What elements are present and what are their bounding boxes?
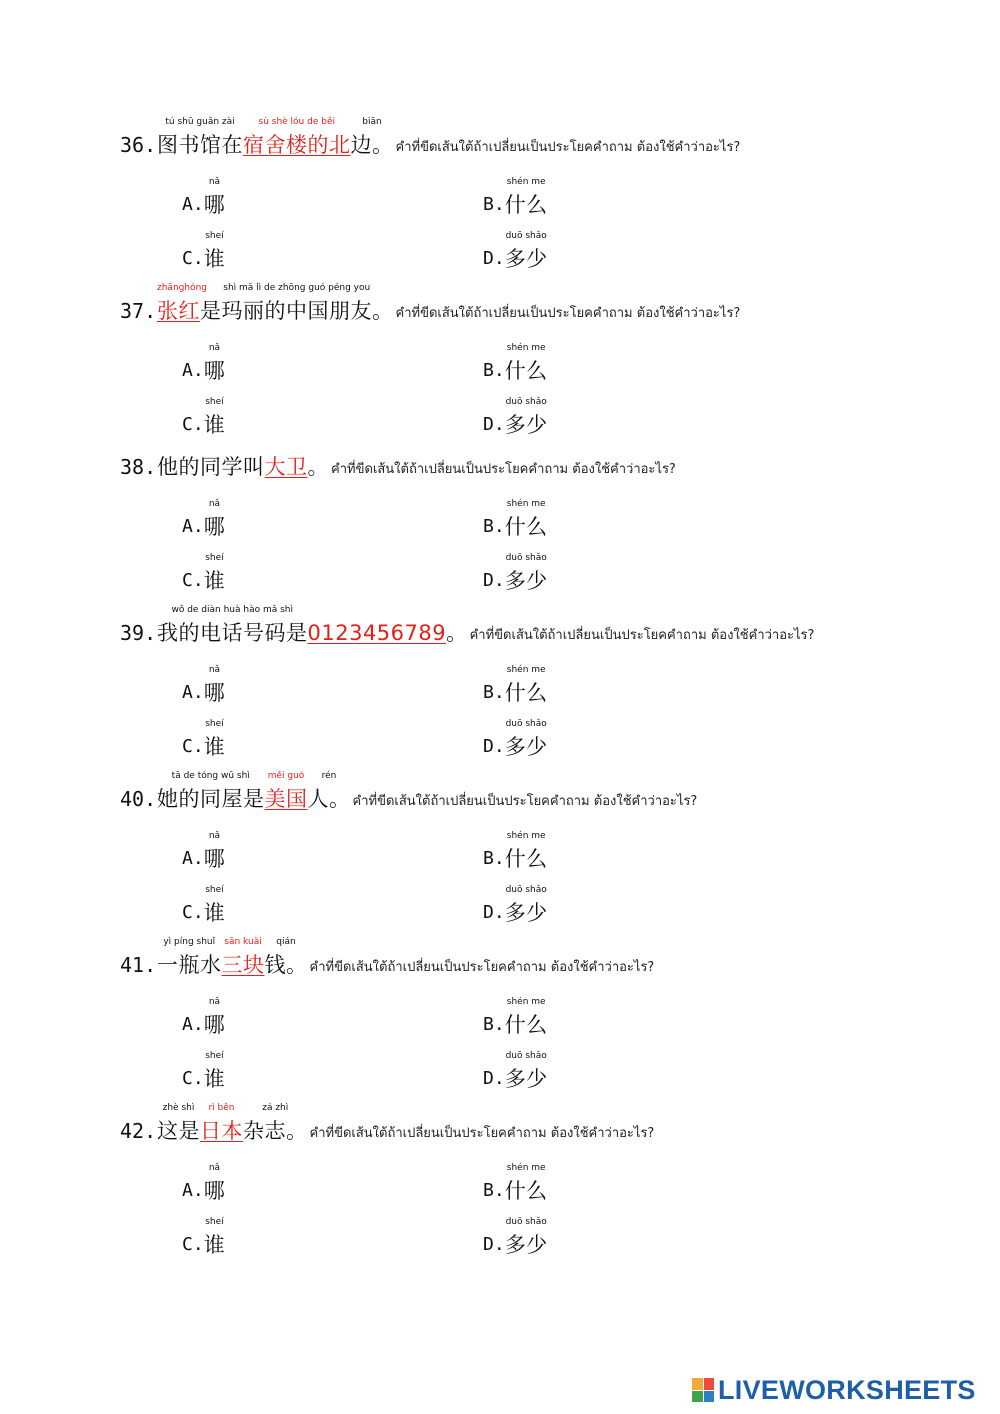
option-letter: C.	[182, 248, 204, 269]
question-40	[120, 771, 980, 811]
option-word	[203, 177, 226, 217]
logo-tile	[704, 1391, 715, 1403]
option-d[interactable]	[483, 231, 548, 271]
question-sentence	[157, 455, 676, 481]
option-word	[504, 719, 548, 759]
question-number: 36.	[120, 133, 157, 157]
pinyin-annotation: duō shǎo	[505, 397, 547, 407]
option-letter: C.	[182, 414, 204, 435]
pinyin-annotation: sù shè lóu de běi	[258, 117, 335, 127]
hanzi-text: 图书馆在	[157, 133, 243, 157]
option-word	[203, 1163, 226, 1203]
sentence-segment	[157, 937, 222, 979]
question-41	[120, 937, 980, 977]
option-b[interactable]	[483, 831, 548, 871]
hanzi-text: 人。	[307, 787, 351, 811]
option-word	[203, 997, 226, 1037]
option-d[interactable]	[483, 1217, 548, 1257]
sentence-segment	[157, 117, 243, 159]
pinyin-annotation: biān	[362, 117, 382, 127]
pinyin-annotation: shén me	[506, 831, 546, 841]
hanzi-text: 谁	[203, 735, 226, 759]
option-word	[504, 397, 548, 437]
option-word	[203, 885, 226, 925]
option-letter: D.	[483, 736, 505, 757]
pinyin-annotation: sheí	[205, 231, 224, 241]
option-d[interactable]	[483, 1051, 548, 1091]
hanzi-text: 0123456789	[307, 621, 447, 645]
option-c[interactable]	[182, 1051, 226, 1091]
pinyin-annotation: nǎ	[208, 997, 221, 1007]
option-d[interactable]	[483, 719, 548, 759]
option-letter: A.	[182, 848, 204, 869]
option-letter: D.	[483, 1234, 505, 1255]
hanzi-text: 多少	[504, 901, 548, 925]
pinyin-annotation: sheí	[205, 719, 224, 729]
logo-tile	[704, 1378, 715, 1390]
hanzi-text: 哪	[203, 681, 226, 705]
option-b[interactable]	[483, 665, 548, 705]
sentence-segment	[446, 621, 468, 647]
option-b[interactable]	[483, 177, 548, 217]
option-d[interactable]	[483, 397, 548, 437]
pinyin-annotation: tú shū guǎn zài	[165, 117, 235, 127]
sentence-segment	[307, 771, 351, 813]
instruction-text: คำที่ขีดเส้นใต้ถ้าเปลี่ยนเป็นประโยคคำถาม ต้องใช้คำว่าอะไร?	[309, 960, 655, 975]
option-b[interactable]	[483, 1163, 548, 1203]
question-sentence	[157, 117, 741, 159]
hanzi-text: 杂志。	[243, 1119, 308, 1143]
pinyin-annotation: nǎ	[208, 665, 221, 675]
option-word	[203, 1217, 226, 1257]
hanzi-text: 多少	[504, 1067, 548, 1091]
option-letter: C.	[182, 736, 204, 757]
hanzi-text: 哪	[203, 515, 226, 539]
hanzi-text: 张红	[157, 299, 200, 323]
option-letter: A.	[182, 194, 204, 215]
option-letter: D.	[483, 248, 505, 269]
hanzi-text: 什么	[504, 681, 548, 705]
hanzi-text: 谁	[203, 413, 226, 437]
pinyin-annotation: wǒ de diàn huà hào mǎ shì	[171, 605, 294, 615]
instruction-text: คำที่ขีดเส้นใต้ถ้าเปลี่ยนเป็นประโยคคำถาม ต้องใช้คำว่าอะไร?	[309, 1126, 655, 1141]
logo-text: LIVEWORKSHEETS	[718, 1375, 976, 1405]
option-word	[504, 1163, 548, 1203]
question-sentence	[157, 937, 655, 979]
option-c[interactable]	[182, 1217, 226, 1257]
option-a[interactable]	[182, 343, 226, 383]
option-a[interactable]	[182, 665, 226, 705]
question-36	[120, 117, 980, 157]
hanzi-text: 日本	[200, 1119, 243, 1143]
hanzi-text: 三块	[221, 953, 265, 977]
sentence-segment	[157, 1103, 200, 1145]
pinyin-annotation: rì běn	[208, 1103, 235, 1113]
hanzi-text: 谁	[203, 1067, 226, 1091]
hanzi-text: 谁	[203, 1233, 226, 1257]
hanzi-text: 哪	[203, 847, 226, 871]
pinyin-annotation: qián	[276, 937, 296, 947]
hanzi-text: 一瓶水	[157, 953, 222, 977]
hanzi-text: 边。	[350, 133, 394, 157]
hanzi-text: 什么	[504, 515, 548, 539]
underlined-phrase	[221, 937, 265, 979]
option-letter: D.	[483, 570, 505, 591]
sentence-segment	[243, 1103, 308, 1145]
logo-tile	[692, 1391, 703, 1403]
option-word	[203, 553, 226, 593]
instruction-text: คำที่ขีดเส้นใต้ถ้าเปลี่ยนเป็นประโยคคำถาม ต้องใช้คำว่าอะไร?	[395, 306, 741, 321]
pinyin-annotation: shén me	[506, 997, 546, 1007]
sentence-segment	[264, 937, 308, 979]
hanzi-text: 哪	[203, 1013, 226, 1037]
sentence-segment	[350, 117, 394, 159]
option-a[interactable]	[182, 499, 226, 539]
option-letter: D.	[483, 1068, 505, 1089]
option-d[interactable]	[483, 553, 548, 593]
option-letter: A.	[182, 682, 204, 703]
question-number: 40.	[120, 787, 157, 811]
hanzi-text: 谁	[203, 901, 226, 925]
sentence-segment	[308, 455, 330, 481]
hanzi-text: 哪	[203, 359, 226, 383]
hanzi-text: 。	[307, 455, 329, 479]
pinyin-annotation: duō shǎo	[505, 1051, 547, 1061]
underlined-phrase	[157, 283, 207, 325]
hanzi-text: 多少	[504, 247, 548, 271]
option-letter: C.	[182, 1234, 204, 1255]
option-word	[203, 719, 226, 759]
pinyin-annotation: měi guó	[267, 771, 305, 781]
hanzi-text: 我的电话号码是	[157, 621, 308, 645]
hanzi-text: 他的同学叫	[157, 455, 265, 479]
underlined-phrase	[308, 621, 447, 647]
pinyin-annotation: tā de tóng wū shì	[171, 771, 250, 781]
instruction-text: คำที่ขีดเส้นใต้ถ้าเปลี่ยนเป็นประโยคคำถาม ต้องใช้คำว่าอะไร?	[331, 462, 676, 477]
option-word	[203, 831, 226, 871]
pinyin-annotation: shén me	[506, 665, 546, 675]
question-number: 39.	[120, 621, 157, 645]
option-word	[504, 343, 548, 383]
hanzi-text: 多少	[504, 735, 548, 759]
pinyin-annotation: nǎ	[208, 343, 221, 353]
hanzi-text: 什么	[504, 1013, 548, 1037]
pinyin-annotation: sheí	[205, 553, 224, 563]
option-word	[504, 499, 548, 539]
logo-tile	[692, 1378, 703, 1390]
underlined-phrase	[243, 117, 351, 159]
option-word	[504, 553, 548, 593]
option-letter: B.	[483, 194, 505, 215]
option-letter: B.	[483, 1180, 505, 1201]
sentence-segment	[200, 283, 394, 325]
hanzi-text: 多少	[504, 413, 548, 437]
option-c[interactable]	[182, 397, 226, 437]
option-letter: C.	[182, 902, 204, 923]
question-39	[120, 605, 980, 645]
hanzi-text: 她的同屋是	[157, 787, 265, 811]
question-sentence	[157, 605, 815, 647]
hanzi-text: 宿舍楼的北	[243, 133, 351, 157]
pinyin-annotation: nǎ	[208, 177, 221, 187]
sentence-segment	[157, 771, 265, 813]
option-letter: A.	[182, 516, 204, 537]
option-letter: B.	[483, 1014, 505, 1035]
option-letter: D.	[483, 902, 505, 923]
option-word	[504, 1217, 548, 1257]
hanzi-text: 大卫	[264, 455, 308, 479]
option-a[interactable]	[182, 831, 226, 871]
question-number: 41.	[120, 953, 157, 977]
option-word	[504, 231, 548, 271]
option-letter: B.	[483, 682, 505, 703]
instruction-text: คำที่ขีดเส้นใต้ถ้าเปลี่ยนเป็นประโยคคำถาม ต้องใช้คำว่าอะไร?	[469, 628, 815, 643]
option-letter: A.	[182, 1014, 204, 1035]
question-sentence	[157, 283, 741, 325]
pinyin-annotation: zá zhì	[262, 1103, 289, 1113]
hanzi-text: 什么	[504, 1179, 548, 1203]
pinyin-annotation: shén me	[506, 177, 546, 187]
pinyin-annotation: sān kuài	[224, 937, 262, 947]
option-letter: C.	[182, 570, 204, 591]
option-a[interactable]	[182, 997, 226, 1037]
pinyin-annotation: nǎ	[208, 1163, 221, 1173]
pinyin-annotation: shén me	[506, 1163, 546, 1173]
underlined-phrase	[265, 455, 308, 481]
pinyin-annotation: sheí	[205, 885, 224, 895]
option-letter: C.	[182, 1068, 204, 1089]
liveworksheets-logo-icon	[692, 1378, 714, 1402]
pinyin-annotation: zhānghóng	[157, 283, 207, 293]
option-a[interactable]	[182, 177, 226, 217]
hanzi-text: 什么	[504, 193, 548, 217]
option-b[interactable]	[483, 499, 548, 539]
option-word	[504, 885, 548, 925]
option-word	[504, 997, 548, 1037]
option-word	[504, 177, 548, 217]
sentence-segment	[157, 455, 265, 481]
hanzi-text: 多少	[504, 1233, 548, 1257]
option-word	[203, 343, 226, 383]
question-number: 37.	[120, 299, 157, 323]
pinyin-annotation: duō shǎo	[505, 1217, 547, 1227]
pinyin-annotation: shén me	[506, 343, 546, 353]
option-word	[203, 231, 226, 271]
option-word	[203, 1051, 226, 1091]
option-d[interactable]	[483, 885, 548, 925]
option-word	[203, 397, 226, 437]
option-word	[203, 499, 226, 539]
option-c[interactable]	[182, 231, 226, 271]
underlined-phrase	[200, 1103, 243, 1145]
hanzi-text: 这是	[157, 1119, 200, 1143]
option-c[interactable]	[182, 553, 226, 593]
option-word	[504, 831, 548, 871]
question-number: 42.	[120, 1119, 157, 1143]
pinyin-annotation: zhè shì	[162, 1103, 195, 1113]
pinyin-annotation: nǎ	[208, 831, 221, 841]
sentence-segment	[157, 605, 308, 647]
option-letter: A.	[182, 360, 204, 381]
option-letter: B.	[483, 360, 505, 381]
option-a[interactable]	[182, 1163, 226, 1203]
pinyin-annotation: sheí	[205, 397, 224, 407]
pinyin-annotation: shì mǎ lì de zhōng guó péng you	[223, 283, 371, 293]
pinyin-annotation: duō shǎo	[505, 885, 547, 895]
hanzi-text: 。	[446, 621, 468, 645]
option-b[interactable]	[483, 343, 548, 383]
pinyin-annotation: sheí	[205, 1051, 224, 1061]
pinyin-annotation: shén me	[506, 499, 546, 509]
option-letter: B.	[483, 516, 505, 537]
option-c[interactable]	[182, 885, 226, 925]
hanzi-text: 谁	[203, 569, 226, 593]
hanzi-text: 美国	[264, 787, 308, 811]
pinyin-annotation: duō shǎo	[505, 553, 547, 563]
option-word	[504, 1051, 548, 1091]
instruction-text: คำที่ขีดเส้นใต้ถ้าเปลี่ยนเป็นประโยคคำถาม ต้องใช้คำว่าอะไร?	[352, 794, 698, 809]
hanzi-text: 多少	[504, 569, 548, 593]
hanzi-text: 是玛丽的中国朋友。	[200, 299, 394, 323]
pinyin-annotation: rén	[321, 771, 337, 781]
hanzi-text: 哪	[203, 1179, 226, 1203]
question-37	[120, 283, 980, 323]
option-c[interactable]	[182, 719, 226, 759]
hanzi-text: 钱。	[264, 953, 308, 977]
option-letter: D.	[483, 414, 505, 435]
question-42	[120, 1103, 980, 1143]
option-b[interactable]	[483, 997, 548, 1037]
hanzi-text: 什么	[504, 359, 548, 383]
hanzi-text: 哪	[203, 193, 226, 217]
option-letter: B.	[483, 848, 505, 869]
pinyin-annotation: nǎ	[208, 499, 221, 509]
question-38	[120, 455, 980, 479]
option-word	[504, 665, 548, 705]
hanzi-text: 什么	[504, 847, 548, 871]
underlined-phrase	[264, 771, 308, 813]
instruction-text: คำที่ขีดเส้นใต้ถ้าเปลี่ยนเป็นประโยคคำถาม ต้องใช้คำว่าอะไร?	[395, 140, 741, 155]
option-letter: A.	[182, 1180, 204, 1201]
liveworksheets-logo[interactable]	[692, 1376, 976, 1404]
pinyin-annotation: duō shǎo	[505, 719, 547, 729]
question-sentence	[157, 771, 698, 813]
option-word	[203, 665, 226, 705]
question-sentence	[157, 1103, 655, 1145]
hanzi-text: 谁	[203, 247, 226, 271]
pinyin-annotation: duō shǎo	[505, 231, 547, 241]
pinyin-annotation: sheí	[205, 1217, 224, 1227]
question-number: 38.	[120, 455, 157, 479]
pinyin-annotation: yì píng shuǐ	[163, 937, 216, 947]
